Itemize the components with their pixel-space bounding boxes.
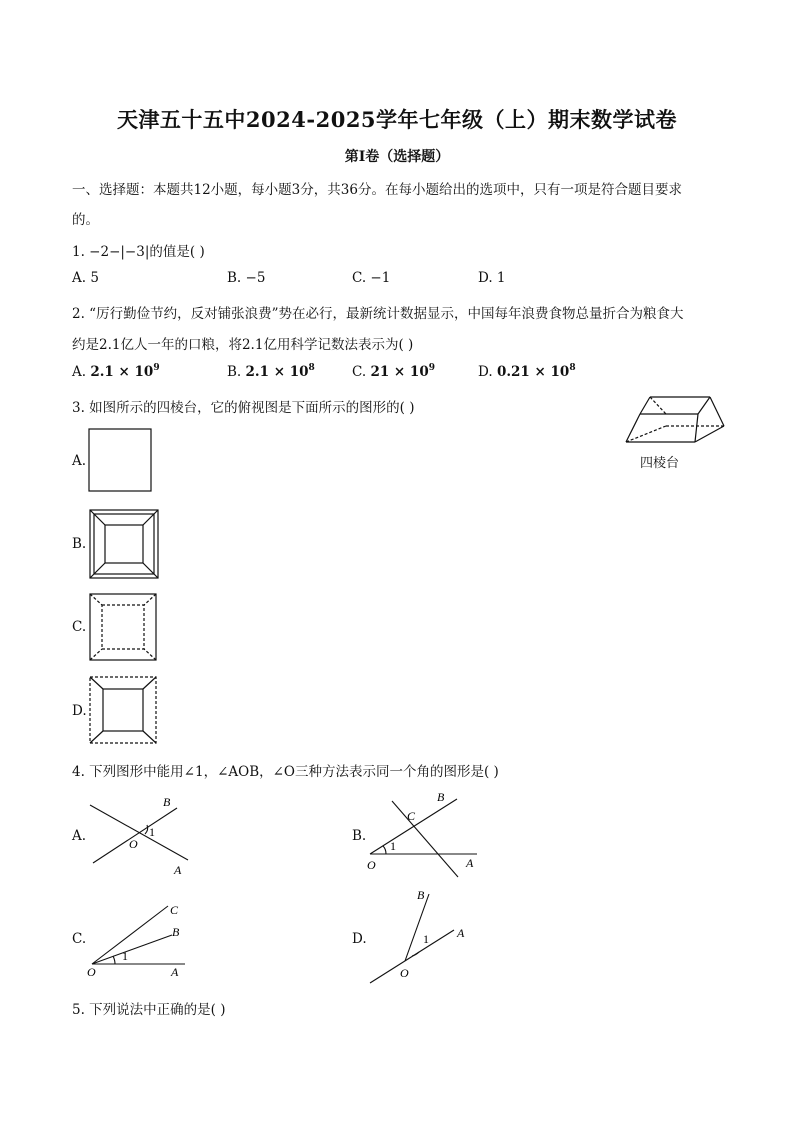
- q4a-point-a: A: [174, 863, 182, 877]
- q4-option-c-figure: [85, 898, 195, 980]
- question-5-stem: 5. 下列说法中正确的是( ): [72, 1002, 226, 1018]
- q4c-point-c: C: [170, 903, 179, 917]
- q1-option-d: D. 1: [478, 270, 506, 286]
- q3-option-d-label: D.: [72, 703, 87, 719]
- q2-option-b-exp: 8: [308, 363, 315, 373]
- q2-option-b: [227, 364, 315, 380]
- q4-option-d-figure: [362, 885, 482, 989]
- q3-option-b-figure: [88, 508, 160, 580]
- q4b-point-b: B: [437, 790, 445, 804]
- q3-option-c-figure: [88, 592, 160, 662]
- q3-option-a-label: A.: [72, 453, 87, 469]
- q2-option-b-mantissa: 2.1 × 10: [245, 364, 309, 380]
- q4c-point-o: O: [87, 965, 96, 979]
- q3-option-c-label: C.: [72, 619, 87, 635]
- q4d-angle-1: 1: [423, 932, 429, 946]
- q3-option-d-figure: [88, 675, 160, 747]
- frustum-caption: 四棱台: [640, 456, 680, 471]
- question-4-stem: 4. 下列图形中能用∠1，∠AOB，∠O三种方法表示同一个角的图形是( ): [72, 764, 499, 780]
- q4b-point-o: O: [367, 858, 376, 872]
- q2-option-c: [352, 364, 435, 380]
- q3-option-b-label: B.: [72, 536, 87, 552]
- q2-option-a: [72, 364, 160, 380]
- section-instruction-line2: 的。: [72, 212, 99, 228]
- q2-option-b-label: B.: [227, 364, 242, 380]
- question-1-stem: 1. −2−|−3|的值是( ): [72, 244, 205, 260]
- q4-option-a-label: A.: [72, 828, 87, 844]
- q4-option-b-figure: [362, 787, 492, 882]
- q2-option-c-label: C.: [352, 364, 367, 380]
- frustum-figure: [620, 392, 730, 452]
- q4a-point-o: O: [129, 837, 138, 851]
- q4c-angle-1: 1: [122, 949, 128, 963]
- q2-option-a-label: A.: [72, 364, 87, 380]
- question-3-stem: 3. 如图所示的四棱台，它的俯视图是下面所示的图形的( ): [72, 400, 415, 416]
- q2-option-d: [478, 364, 576, 380]
- question-2-stem-line2: 约是2.1亿人一年的口粮，将2.1亿用科学记数法表示为( ): [72, 337, 414, 353]
- q1-option-c: C. −1: [352, 270, 391, 286]
- q4-option-d-label: D.: [352, 931, 367, 947]
- q4b-angle-1: 1: [390, 839, 396, 853]
- question-2-stem-line1: 2. “厉行勤俭节约，反对铺张浪费”势在必行，最新统计数据显示，中国每年浪费食物总量折合为粮食大: [72, 306, 684, 322]
- q3-option-a-figure: [88, 428, 154, 494]
- q2-option-d-exp: 8: [569, 363, 576, 373]
- q2-option-c-exp: 9: [428, 363, 435, 373]
- q1-option-a: A. 5: [72, 270, 99, 286]
- q4c-point-a: A: [171, 965, 179, 979]
- q4d-point-a: A: [457, 926, 465, 940]
- page-title: 天津五十五中2024-2025学年七年级（上）期末数学试卷: [116, 107, 678, 132]
- q4-option-c-label: C.: [72, 931, 87, 947]
- q2-option-d-mantissa: 0.21 × 10: [496, 364, 570, 380]
- section-instruction-line1: 一、选择题：本题共12小题，每小题3分，共36分。在每小题给出的选项中，只有一项是符合题目要求: [72, 182, 682, 198]
- q4a-point-b: B: [163, 795, 171, 809]
- q2-option-a-exp: 9: [153, 363, 160, 373]
- q4d-point-o: O: [400, 966, 409, 980]
- q4c-point-b: B: [172, 925, 180, 939]
- q4b-point-a: A: [466, 856, 474, 870]
- q4-option-a-figure: [85, 790, 205, 880]
- q2-option-a-mantissa: 2.1 × 10: [90, 364, 154, 380]
- q1-option-b: B. −5: [227, 270, 266, 286]
- q2-option-c-mantissa: 21 × 10: [370, 364, 429, 380]
- q4b-point-c: C: [407, 809, 416, 823]
- q2-option-d-label: D.: [478, 364, 493, 380]
- section-subtitle: 第Ⅰ卷（选择题）: [344, 149, 450, 165]
- q4a-angle-1: 1: [149, 825, 155, 839]
- q4d-point-b: B: [417, 888, 425, 902]
- q4-option-b-label: B.: [352, 828, 367, 844]
